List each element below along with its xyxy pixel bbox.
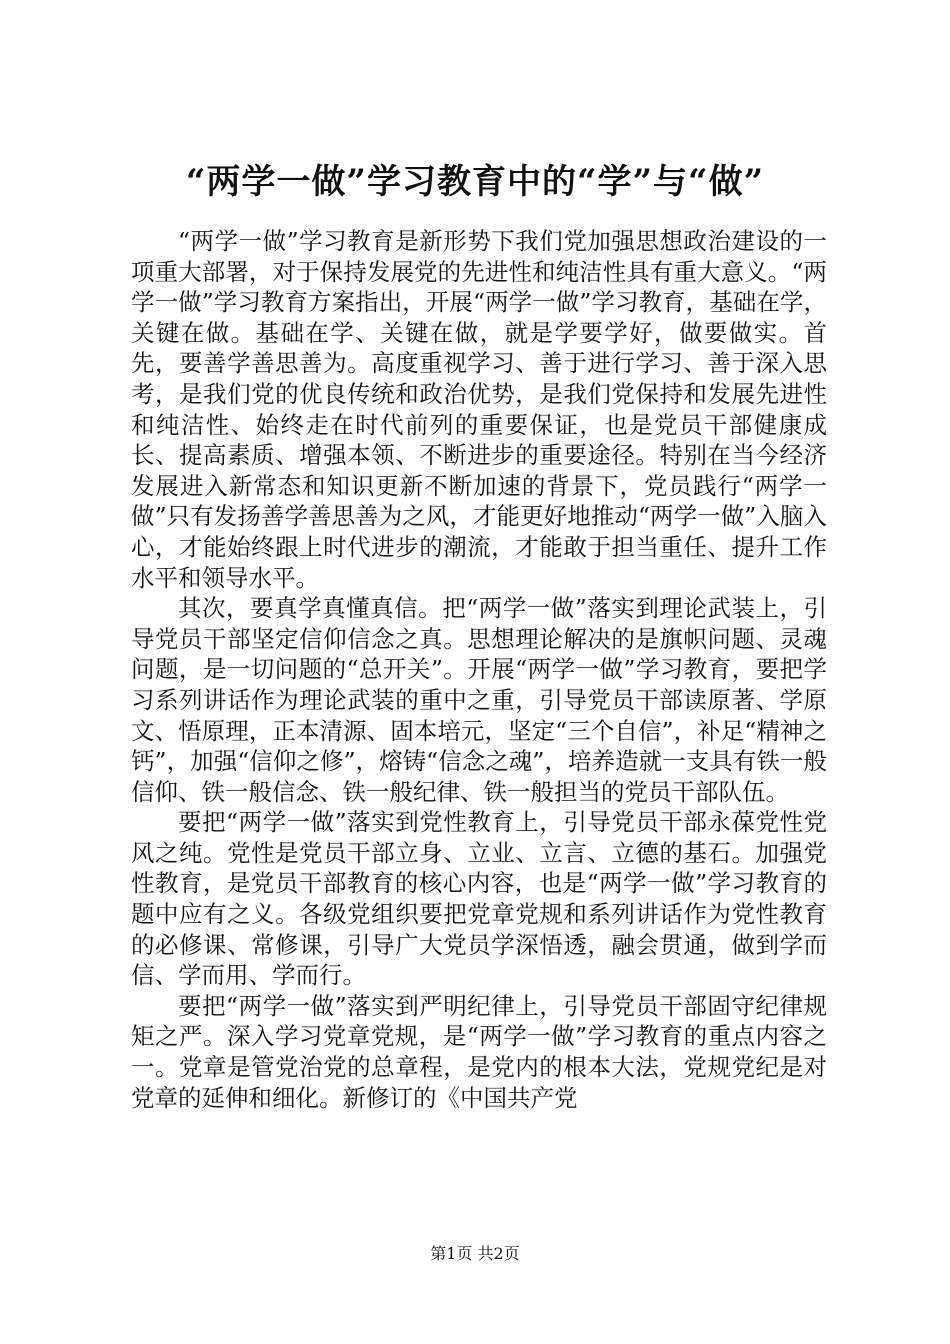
paragraph-1: “两学一做”学习教育是新形势下我们党加强思想政治建设的一项重大部署，对于保持发展党的先进性和纯洁性具有重大意义。“两学一做”学习教育方案指出，开展“两学一做”学习教育，基础在学，关键在做。基础在学、关键在做，就是学要学好，做要做实。首先，要善学善思善为。高度重视学习、善于进行学习、善于深入思考，是我们党的优良传统和政治优势，是我们党保持和发展先进性和纯洁性、始终走在时代前列的重要保证，也是党员干部健康成长、提高素质、增强本领、不断进步的重要途径。特别在当今经济发展进入新常态和知识更新不断加速的背景下，党员践行“两学一做”只有发扬善学善思善为之风，才能更好地推动“两学一做”入脑入心，才能始终跟上时代进步的潮流，才能敢于担当重任、提升工作水平和领导水平。 [131,227,827,592]
paragraph-3: 要把“两学一做”落实到党性教育上，引导党员干部永葆党性党风之纯。党性是党员干部立身、立业、立言、立德的基石。加强党性教育，是党员干部教育的核心内容，也是“两学一做”学习教育的题中应有之义。各级党组织要把党章党规和系列讲话作为党性教育的必修课、常修课，引导广大党员学深悟透，融会贯通，做到学而信、学而用、学而行。 [131,808,827,990]
paragraph-2: 其次，要真学真懂真信。把“两学一做”落实到理论武装上，引导党员干部坚定信仰信念之真。思想理论解决的是旗帜问题、灵魂问题，是一切问题的“总开关”。开展“两学一做”学习教育，要把学习系列讲话作为理论武装的重中之重，引导党员干部读原著、学原文、悟原理，正本清源、固本培元，坚定“三个自信”，补足“精神之钙”，加强“信仰之修”，熔铸“信念之魂”，培养造就一支具有铁一般信仰、铁一般信念、铁一般纪律、铁一般担当的党员干部队伍。 [131,594,827,806]
paragraph-4: 要把“两学一做”落实到严明纪律上，引导党员干部固守纪律规矩之严。深入学习党章党规，是“两学一做”学习教育的重点内容之一。党章是管党治党的总章程，是党内的根本大法，党规党纪是对党章的延伸和细化。新修订的《中国共产党 [131,991,827,1112]
page-number-footer: 第1页 共2页 [430,1244,520,1263]
document-title: “两学一做”学习教育中的“学”与“做” [185,162,765,202]
document-body [131,226,827,1113]
